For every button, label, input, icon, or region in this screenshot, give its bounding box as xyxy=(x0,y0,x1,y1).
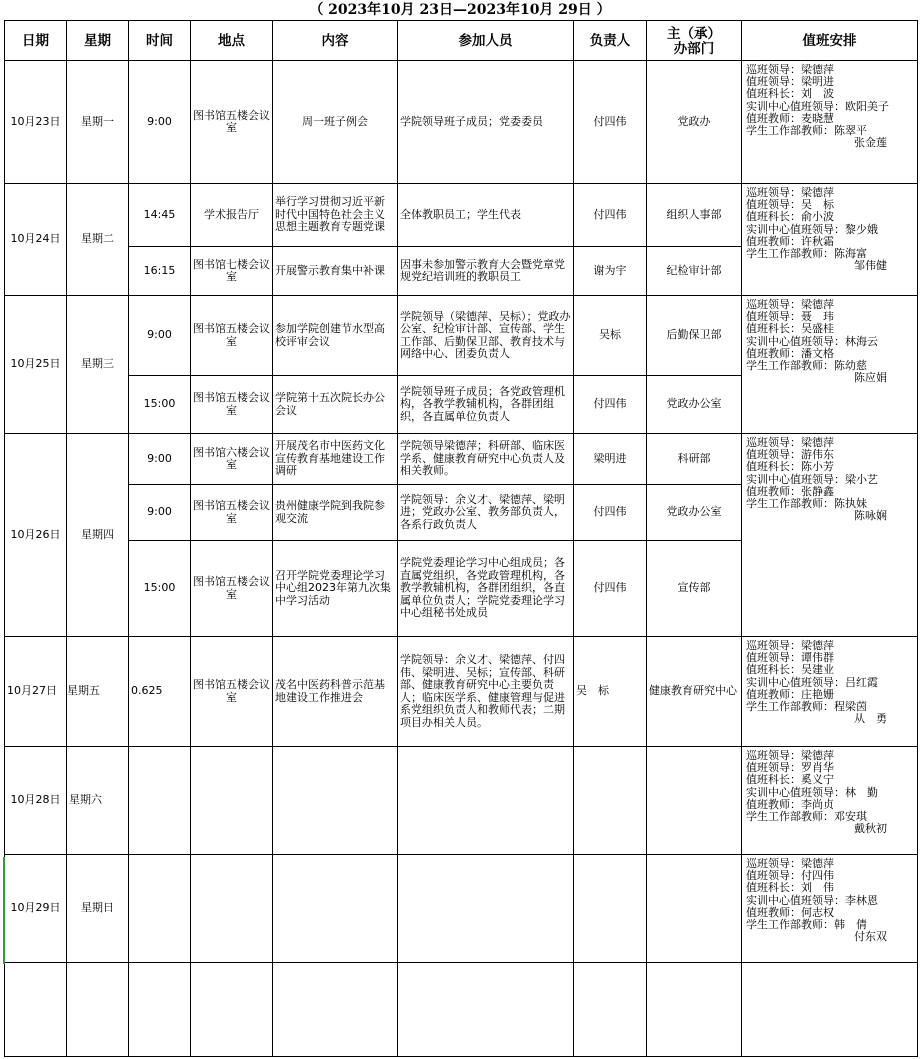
place-cell: 图书馆五楼会议室 xyxy=(191,296,273,376)
place-cell: 学术报告厅 xyxy=(191,184,273,247)
empty-cell xyxy=(574,963,647,1057)
content-cell: 举行学习贯彻习近平新时代中国特色社会主义思想主题教育专题党课 xyxy=(273,184,398,247)
duty-line: 值班科长：陈小芳 xyxy=(746,460,834,474)
duty-line: 实训中心值班领导：梁小艺 xyxy=(746,472,878,486)
duty-line: 值班教师：庄艳姗 xyxy=(746,687,834,701)
duty-cell xyxy=(742,637,918,747)
duty-line: 值班领导：付四伟 xyxy=(746,869,834,883)
content-cell xyxy=(273,747,398,855)
duty-line: 学生工作部教师：陈翠平 xyxy=(746,124,867,138)
weekday-cell: 星期日 xyxy=(67,855,129,963)
leader-cell: 付四伟 xyxy=(574,485,647,541)
schedule-title: （ 2023年10月 23日—2023年10月 29日 ） xyxy=(309,2,611,18)
header-date: 日期 xyxy=(5,21,67,61)
weekly-schedule-table xyxy=(4,20,918,1057)
duty-line: 巡班领导：梁德萍 xyxy=(746,749,834,762)
row-selection-indicator xyxy=(3,857,5,964)
date-cell: 10月23日 xyxy=(5,61,67,184)
leader-cell: 付四伟 xyxy=(574,376,647,434)
empty-row xyxy=(5,963,918,1057)
duty-line: 值班教师：麦晓慧 xyxy=(746,111,834,125)
content-cell: 贵州健康学院到我院参观交流 xyxy=(273,485,398,541)
leader-cell xyxy=(574,855,647,963)
time-cell: 0.625 xyxy=(129,637,191,747)
duty-line: 值班科长：吴建业 xyxy=(746,663,834,677)
time-cell xyxy=(129,855,191,963)
duty-line: 学生工作部教师：陈幼慈 xyxy=(746,359,867,373)
duty-line: 巡班领导：梁德萍 xyxy=(746,857,834,870)
weekday-cell: 星期三 xyxy=(67,296,129,434)
duty-line: 值班科长：奚义宁 xyxy=(746,773,834,787)
people-cell: 学院领导：余义才、梁德萍、付四伟、梁明进、吴标；宣传部、科研部、健康教育研究中心主要负责人；临床医学系、健康管理与促进系党组织负责人和教师代表；二期项目办相关人员。 xyxy=(398,637,574,747)
dept-cell: 后勤保卫部 xyxy=(647,296,742,376)
leader-cell: 谢为宇 xyxy=(574,247,647,296)
leader-cell: 付四伟 xyxy=(574,61,647,184)
leader-cell: 付四伟 xyxy=(574,184,647,247)
duty-line: 付东双 xyxy=(854,930,887,944)
table-row xyxy=(5,61,918,184)
date-cell: 10月27日 xyxy=(5,637,67,747)
duty-line: 从 勇 xyxy=(854,712,887,726)
table-row xyxy=(5,855,918,963)
dept-cell: 科研部 xyxy=(647,434,742,485)
content-cell: 周一班子例会 xyxy=(273,61,398,184)
date-cell: 10月29日 xyxy=(5,855,67,963)
duty-line: 值班领导：罗肖华 xyxy=(746,761,834,775)
duty-line: 巡班领导：梁德萍 xyxy=(746,298,834,311)
header-leader: 负责人 xyxy=(574,21,647,61)
content-cell xyxy=(273,855,398,963)
empty-cell xyxy=(398,963,574,1057)
header-dept: 主（承）办部门 xyxy=(647,21,742,61)
empty-cell xyxy=(742,963,918,1057)
duty-line: 学生工作部教师：陈海富 xyxy=(746,247,867,261)
people-cell xyxy=(398,747,574,855)
duty-line: 巡班领导：梁德萍 xyxy=(746,63,834,76)
leader-cell: 吴 标 xyxy=(574,637,647,747)
people-cell: 学院领导梁德萍；科研部、临床医学系、健康教育研究中心负责人及相关教师。 xyxy=(398,434,574,485)
leader-cell: 梁明进 xyxy=(574,434,647,485)
table-row xyxy=(5,296,918,376)
duty-line: 值班教师：潘文格 xyxy=(746,346,834,360)
people-cell: 全体教职员工；学生代表 xyxy=(398,184,574,247)
duty-line: 值班教师：李尚贞 xyxy=(746,797,834,811)
dept-cell: 党政办公室 xyxy=(647,485,742,541)
empty-cell xyxy=(129,963,191,1057)
duty-line: 巡班领导：梁德萍 xyxy=(746,436,834,449)
place-cell: 图书馆五楼会议室 xyxy=(191,485,273,541)
leader-cell: 吴标 xyxy=(574,296,647,376)
content-cell: 开展茂名市中医药文化宣传教育基地建设工作调研 xyxy=(273,434,398,485)
dept-cell: 党政办公室 xyxy=(647,376,742,434)
weekday-cell: 星期二 xyxy=(67,184,129,296)
content-cell: 参加学院创建节水型高校评审会议 xyxy=(273,296,398,376)
dept-cell: 组织人事部 xyxy=(647,184,742,247)
duty-line: 巡班领导：梁德萍 xyxy=(746,639,834,652)
weekday-cell: 星期五 xyxy=(67,637,129,747)
place-cell xyxy=(191,747,273,855)
time-cell: 9:00 xyxy=(129,61,191,184)
duty-line: 巡班领导：梁德萍 xyxy=(746,186,834,199)
people-cell xyxy=(398,855,574,963)
duty-cell xyxy=(742,184,918,296)
duty-line: 戴秋初 xyxy=(854,822,887,836)
table-row xyxy=(5,434,918,485)
duty-line: 学生工作部教师：邓安琪 xyxy=(746,810,867,824)
people-cell: 学院领导班子成员；党委委员 xyxy=(398,61,574,184)
duty-line: 实训中心值班领导：欧阳美子 xyxy=(746,99,889,113)
header-time: 时间 xyxy=(129,21,191,61)
date-cell: 10月28日 xyxy=(5,747,67,855)
content-cell: 开展警示教育集中补课 xyxy=(273,247,398,296)
duty-line: 实训中心值班领导：林 勤 xyxy=(746,785,878,799)
header-row xyxy=(5,21,918,61)
people-cell: 因事未参加警示教育大会暨党章党规党纪培训班的教职员工 xyxy=(398,247,574,296)
table-row xyxy=(5,637,918,747)
content-cell: 学院第十五次院长办公会议 xyxy=(273,376,398,434)
weekday-cell: 星期四 xyxy=(67,434,129,637)
duty-line: 学生工作部教师：程梁茵 xyxy=(746,700,867,714)
duty-line: 值班教师：何志权 xyxy=(746,905,834,919)
empty-cell xyxy=(647,963,742,1057)
header-duty: 值班安排 xyxy=(742,21,918,61)
weekday-cell: 星期六 xyxy=(67,747,129,855)
place-cell: 图书馆五楼会议室 xyxy=(191,541,273,637)
dept-cell: 宣传部 xyxy=(647,541,742,637)
date-cell: 10月26日 xyxy=(5,434,67,637)
dept-cell: 纪检审计部 xyxy=(647,247,742,296)
place-cell: 图书馆五楼会议室 xyxy=(191,376,273,434)
duty-line: 值班科长：吴盛桂 xyxy=(746,322,834,336)
people-cell: 学院领导班子成员；各党政管理机构，各教学教辅机构，各群团组织，各直属单位负责人 xyxy=(398,376,574,434)
duty-line: 实训中心值班领导：黎少娥 xyxy=(746,222,878,236)
leader-cell: 付四伟 xyxy=(574,541,647,637)
duty-line: 实训中心值班领导：吕红霞 xyxy=(746,675,878,689)
time-cell: 9:00 xyxy=(129,434,191,485)
duty-line: 邹伟健 xyxy=(854,259,887,273)
duty-line: 值班科长：刘 伟 xyxy=(746,881,834,895)
place-cell: 图书馆六楼会议室 xyxy=(191,434,273,485)
place-cell: 图书馆七楼会议室 xyxy=(191,247,273,296)
place-cell: 图书馆五楼会议室 xyxy=(191,61,273,184)
empty-cell xyxy=(5,963,67,1057)
duty-line: 值班教师：许秋霜 xyxy=(746,234,834,248)
empty-cell xyxy=(273,963,398,1057)
date-cell: 10月25日 xyxy=(5,296,67,434)
duty-line: 陈咏娴 xyxy=(854,509,887,523)
duty-cell xyxy=(742,434,918,637)
duty-line: 实训中心值班领导：林海云 xyxy=(746,334,878,348)
table-row xyxy=(5,184,918,247)
weekday-cell: 星期一 xyxy=(67,61,129,184)
place-cell xyxy=(191,855,273,963)
duty-line: 值班领导：梁明进 xyxy=(746,75,834,89)
duty-cell xyxy=(742,855,918,963)
duty-line: 实训中心值班领导：李林恩 xyxy=(746,893,878,907)
duty-line: 值班教师：张静鑫 xyxy=(746,484,834,498)
duty-line: 值班领导：游伟东 xyxy=(746,448,834,462)
header-content: 内容 xyxy=(273,21,398,61)
time-cell: 14:45 xyxy=(129,184,191,247)
header-weekday: 星期 xyxy=(67,21,129,61)
duty-line: 学生工作部教师：韩 倩 xyxy=(746,918,867,932)
dept-cell: 党政办 xyxy=(647,61,742,184)
header-people: 参加人员 xyxy=(398,21,574,61)
header-place: 地点 xyxy=(191,21,273,61)
duty-line: 值班科长：俞小波 xyxy=(746,210,834,224)
duty-line: 值班领导：吴 标 xyxy=(746,198,834,212)
duty-cell xyxy=(742,747,918,855)
duty-line: 陈应娟 xyxy=(854,371,887,385)
people-cell: 学院领导：余义才、梁德萍、梁明进；党政办公室、教务部负责人，各系行政负责人 xyxy=(398,485,574,541)
leader-cell xyxy=(574,747,647,855)
people-cell: 学院党委理论学习中心组成员；各直属党组织，各党政管理机构，各教学教辅机构，各群团组织，各直属单位负责人；学院党委理论学习中心组秘书处成员 xyxy=(398,541,574,637)
table-row xyxy=(5,747,918,855)
date-cell: 10月24日 xyxy=(5,184,67,296)
content-cell: 茂名中医药科普示范基地建设工作推进会 xyxy=(273,637,398,747)
duty-line: 值班领导：谭伟群 xyxy=(746,651,834,665)
duty-cell xyxy=(742,61,918,184)
time-cell: 15:00 xyxy=(129,376,191,434)
people-cell: 学院领导（梁德萍、吴标）；党政办公室、纪检审计部、宣传部、学生工作部、后勤保卫部、教育技术与网络中心、团委负责人 xyxy=(398,296,574,376)
duty-line: 学生工作部教师：陈执妹 xyxy=(746,497,867,511)
time-cell: 9:00 xyxy=(129,296,191,376)
dept-cell xyxy=(647,855,742,963)
duty-line: 值班领导：聂 玮 xyxy=(746,310,834,324)
empty-cell xyxy=(191,963,273,1057)
empty-cell xyxy=(67,963,129,1057)
place-cell: 图书馆五楼会议室 xyxy=(191,637,273,747)
duty-line: 张金莲 xyxy=(854,136,887,150)
time-cell: 16:15 xyxy=(129,247,191,296)
time-cell: 15:00 xyxy=(129,541,191,637)
dept-cell: 健康教育研究中心 xyxy=(647,637,742,747)
dept-cell xyxy=(647,747,742,855)
duty-cell xyxy=(742,296,918,434)
content-cell: 召开学院党委理论学习中心组2023年第九次集中学习活动 xyxy=(273,541,398,637)
duty-line: 值班科长：刘 波 xyxy=(746,87,834,101)
time-cell: 9:00 xyxy=(129,485,191,541)
time-cell xyxy=(129,747,191,855)
